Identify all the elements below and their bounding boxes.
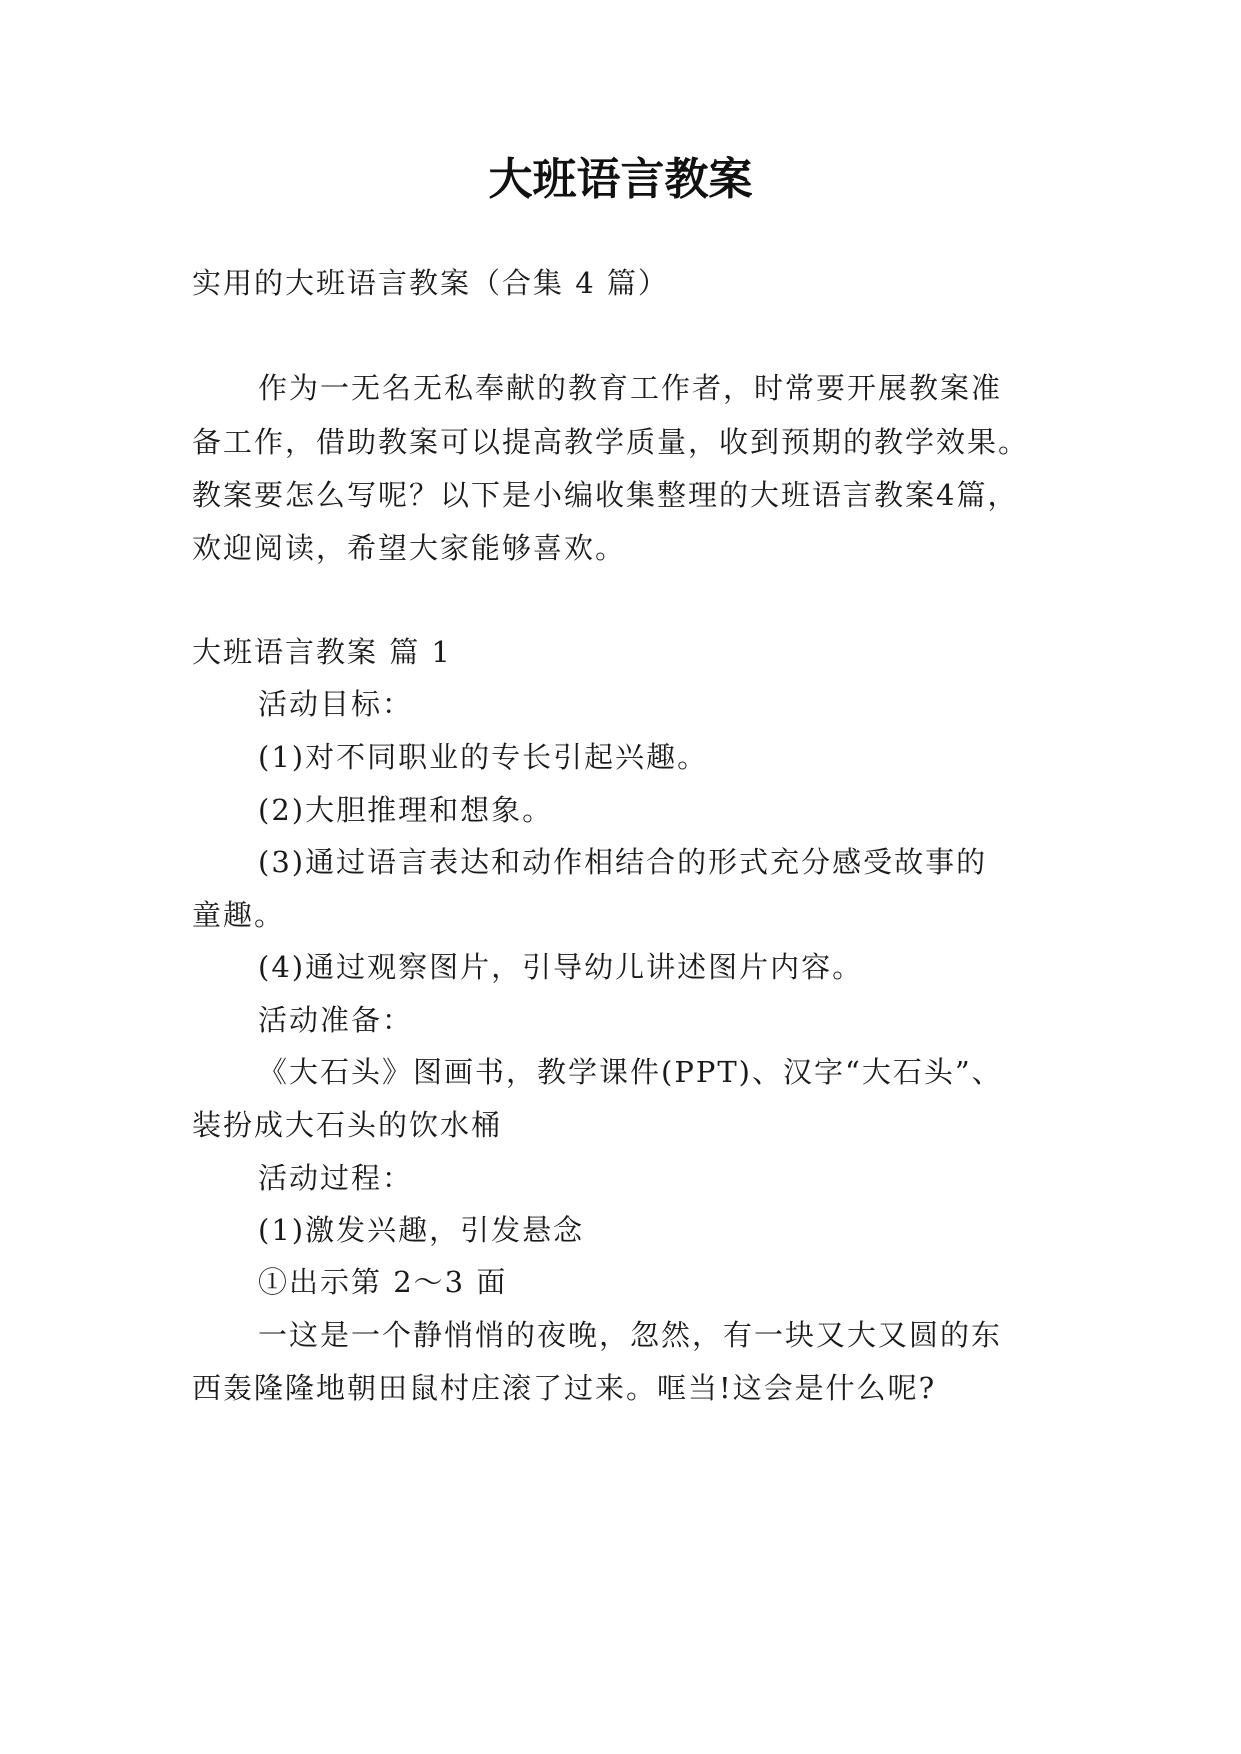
section-heading: 大班语言教案 篇 1: [192, 635, 452, 669]
body-line: 活动目标：: [258, 687, 414, 721]
intro-line: 作为一无名无私奉献的教育工作者，时常要开展教案准: [258, 371, 1003, 405]
body-line: (1)对不同职业的专长引起兴趣。: [258, 740, 709, 774]
body-line: (3)通过语言表达和动作相结合的形式充分感受故事的: [258, 845, 988, 879]
document-subtitle: 实用的大班语言教案（合集 4 篇）: [192, 266, 669, 300]
body-line: (1)激发兴趣，引发悬念: [258, 1213, 585, 1247]
body-line: ①出示第 2～3 面: [258, 1265, 508, 1299]
body-line: (4)通过观察图片，引导幼儿讲述图片内容。: [258, 950, 864, 984]
intro-line: 教案要怎么写呢？以下是小编收集整理的大班语言教案4篇，: [192, 478, 1019, 512]
body-line: 活动准备：: [258, 1003, 414, 1037]
intro-line: 备工作，借助教案可以提高教学质量，收到预期的教学效果。: [192, 425, 1030, 459]
body-line: 一这是一个静悄悄的夜晚，忽然，有一块又大又圆的东: [258, 1318, 1003, 1352]
body-line: 西轰隆隆地朝田鼠村庄滚了过来。哐当!这会是什么呢?: [192, 1371, 937, 1405]
body-line: 装扮成大石头的饮水桶: [192, 1108, 503, 1142]
intro-line: 欢迎阅读，希望大家能够喜欢。: [192, 531, 627, 565]
body-line: 《大石头》图画书，教学课件(PPT)、汉字“大石头”、: [258, 1055, 1003, 1089]
body-line: 童趣。: [192, 898, 286, 932]
body-line: 活动过程：: [258, 1161, 414, 1195]
body-line: (2)大胆推理和想象。: [258, 793, 554, 827]
document-title: 大班语言教案: [488, 154, 753, 205]
